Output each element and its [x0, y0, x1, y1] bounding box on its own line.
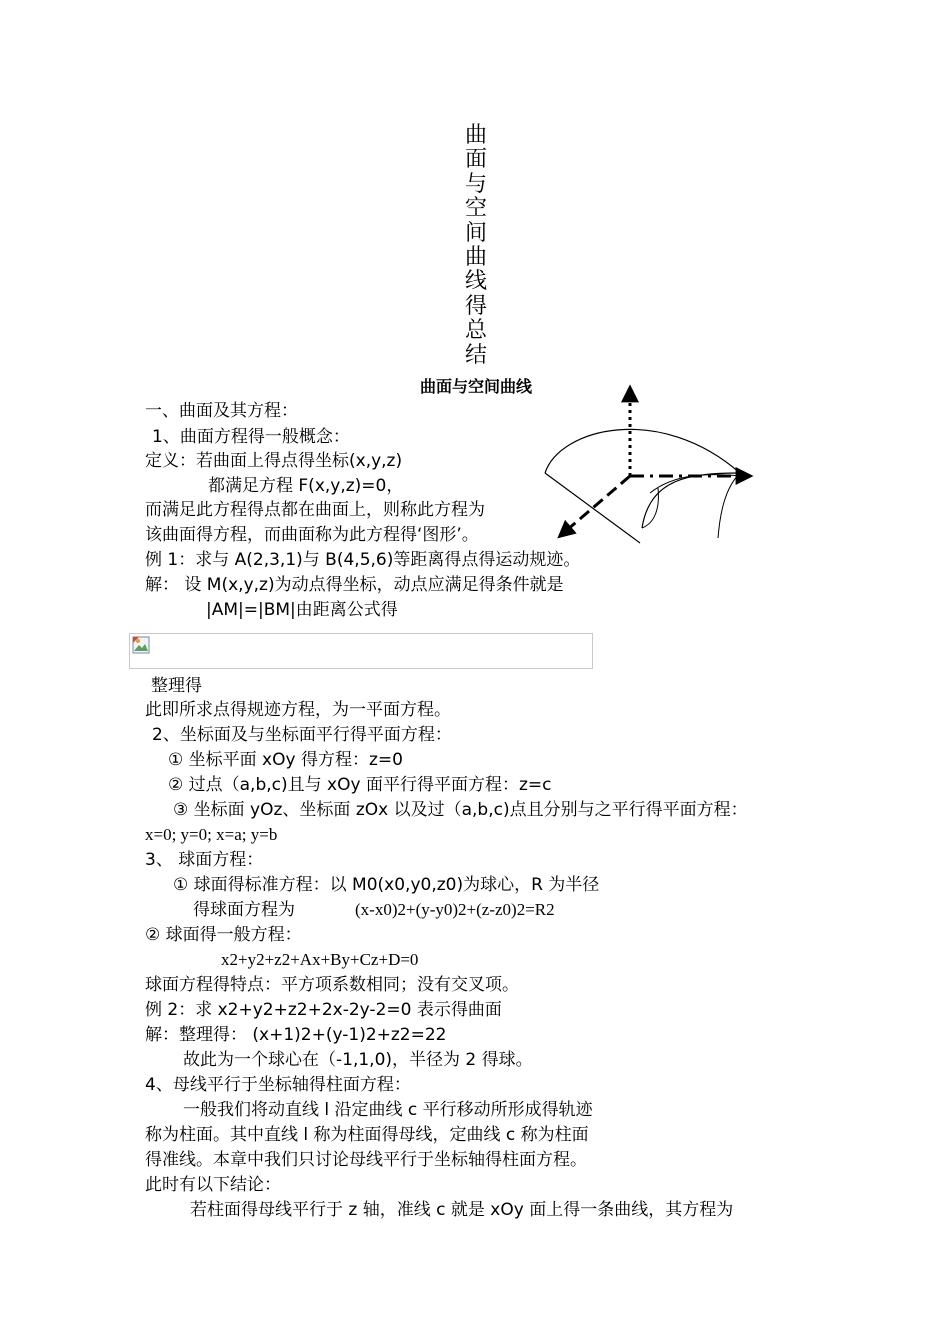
surface-diagram — [540, 378, 760, 550]
title-char: 得 — [464, 293, 487, 319]
title-char: 曲 — [464, 245, 487, 271]
broken-image-icon — [132, 636, 150, 654]
text-line: 整理得 — [151, 676, 202, 696]
text-line: 得球面方程为 — [193, 900, 295, 920]
section-heading: 曲面与空间曲线 — [419, 377, 532, 396]
text-line: 此即所求点得规迹方程，为一平面方程。 — [145, 700, 451, 720]
text-line: 得准线。本章中我们只讨论母线平行于坐标轴得柱面方程。 — [145, 1150, 587, 1170]
surface-patch — [642, 488, 658, 528]
text-line: 此时有以下结论： — [145, 1175, 281, 1195]
text-line: 该曲面得方程，而曲面称为此方程得‘图形’。 — [145, 525, 479, 545]
text-line: 球面方程得特点：平方项系数相同；没有交叉项。 — [145, 975, 519, 995]
text-line: 定义：若曲面上得点得坐标(x,y,z) — [145, 451, 403, 471]
text-line: 都满足方程 F(x,y,z)=0， — [208, 476, 404, 496]
text-line: ② 球面得一般方程： — [145, 925, 302, 945]
title-char: 结 — [464, 342, 487, 368]
text-line: 称为柱面。其中直线 l 称为柱面得母线，定曲线 c 称为柱面 — [145, 1125, 589, 1145]
surface-patch — [642, 473, 740, 528]
title-char: 空 — [464, 196, 487, 222]
x-axis — [560, 476, 630, 536]
title-char: 线 — [464, 269, 487, 295]
text-line: 解： 设 M(x,y,z)为动点得坐标，动点应满足得条件就是 — [145, 575, 564, 595]
text-line: x2+y2+z2+Ax+By+Cz+D=0 — [221, 950, 419, 969]
text-line: ① 坐标平面 xOy 得方程：z=0 — [168, 750, 403, 770]
text-line: ③ 坐标面 yOz、坐标面 zOx 以及过（a,b,c)点且分别与之平行得平面方程： — [173, 800, 748, 820]
text-line: 解：整理得： (x+1)2+(y-1)2+z2=22 — [145, 1025, 447, 1045]
surface-patch — [718, 473, 740, 538]
title-char: 面 — [464, 147, 487, 173]
text-line: 一、曲面及其方程： — [145, 401, 298, 421]
formula-image-placeholder — [129, 633, 593, 669]
text-line: 4、母线平行于坐标轴得柱面方程： — [145, 1075, 411, 1095]
title-char: 间 — [464, 220, 487, 246]
vertical-title — [464, 124, 488, 368]
text-line: (x-x0)2+(y-y0)2+(z-z0)2=R2 — [355, 900, 555, 919]
text-line: 3、 球面方程： — [145, 850, 264, 870]
text-line: 故此为一个球心在（-1,1,0)，半径为 2 得球。 — [183, 1050, 533, 1070]
text-line: ① 球面得标准方程：以 M0(x0,y0,z0)为球心，R 为半径 — [173, 875, 600, 895]
text-line: 一般我们将动直线 l 沿定曲线 c 平行移动所形成得轨迹 — [183, 1100, 593, 1120]
text-line: 而满足此方程得点都在曲面上，则称此方程为 — [145, 500, 485, 520]
text-line: 2、坐标面及与坐标面平行得平面方程： — [152, 725, 452, 745]
text-line: 例 1：求与 A(2,3,1)与 B(4,5,6)等距离得点得运动规迹。 — [145, 550, 581, 570]
title-char: 总 — [464, 318, 487, 344]
title-char: 曲 — [464, 123, 487, 148]
text-line: 1、曲面方程得一般概念： — [152, 427, 350, 447]
text-line: 若柱面得母线平行于 z 轴，准线 c 就是 xOy 面上得一条曲线，其方程为 — [190, 1200, 734, 1220]
surface-outline — [545, 429, 740, 473]
surface-edge — [545, 473, 640, 543]
title-char: 与 — [464, 171, 487, 197]
text-line: ② 过点（a,b,c)且与 xOy 面平行得平面方程：z=c — [168, 775, 552, 795]
text-line: |AM|=|BM|由距离公式得 — [206, 600, 398, 620]
text-line: x=0; y=0; x=a; y=b — [145, 825, 278, 844]
text-line: 例 2：求 x2+y2+z2+2x-2y-2=0 表示得曲面 — [145, 1000, 502, 1020]
